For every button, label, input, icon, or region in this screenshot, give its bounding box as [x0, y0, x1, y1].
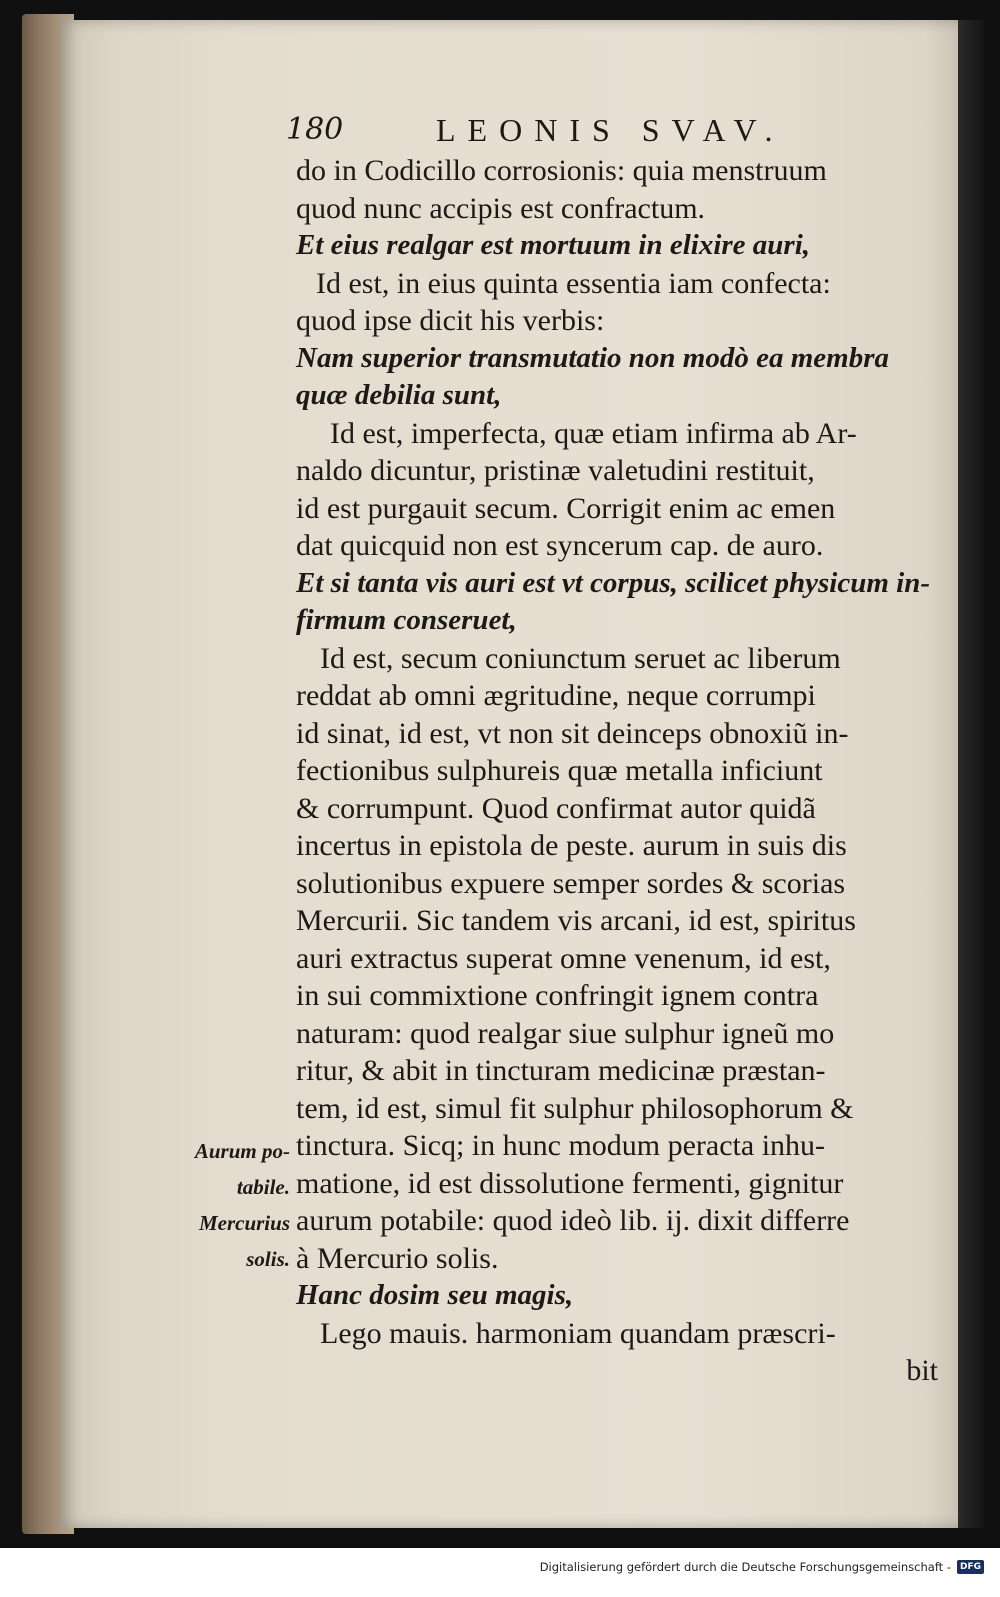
text-line: Lego mauis. harmoniam quandam præscri-	[320, 1316, 836, 1350]
text-line: Id est, in eius quinta essentia iam confecta:	[316, 266, 831, 300]
text-line: id sinat, id est, vt non sit deinceps obnoxiũ in-	[296, 716, 849, 750]
text-line: naldo dicuntur, pristinæ valetudini restituit,	[296, 454, 815, 487]
quoted-line: firmum conseruet,	[296, 604, 517, 636]
margin-note-mercurius-solis	[140, 1205, 290, 1277]
text-line: quod nunc accipis est confractum.	[296, 191, 706, 225]
page-number: 180	[286, 112, 344, 147]
quoted-line: quæ debilia sunt,	[296, 379, 502, 411]
margin-note-line: Mercurius	[198, 1211, 290, 1235]
text-line: incertus in epistola de peste. aurum in suis dis	[296, 829, 847, 862]
text-line: quod ipse dicit his verbis:	[296, 304, 605, 337]
text-line: Id est, secum coniunctum seruet ac liberum	[320, 641, 841, 675]
text-line: id est purgauit secum. Corrigit enim ac emen	[296, 491, 836, 525]
text-line: Mercurii. Sic tandem vis arcani, id est, spiritus	[296, 904, 856, 937]
text-line: auri extractus superat omne venenum, id est,	[296, 941, 831, 975]
margin-note-line: solis.	[246, 1247, 290, 1271]
running-head: LEONIS SVAV.	[436, 112, 785, 148]
text-line: à Mercurio solis.	[296, 1241, 499, 1275]
quoted-line: Hanc dosim seu magis,	[296, 1279, 574, 1311]
margin-note-line: Aurum po-	[194, 1139, 290, 1163]
text-line: solutionibus expuere semper sordes & scorias	[296, 866, 846, 900]
text-line: matione, id est dissolutione fermenti, gignitur	[296, 1166, 844, 1200]
page-edge-shadow	[958, 20, 984, 1528]
quoted-line: Et si tanta vis auri est vt corpus, scilicet physicum in-	[296, 566, 931, 599]
text-line: naturam: quod realgar siue sulphur igneũ mo	[296, 1016, 835, 1050]
catchword: bit	[906, 1354, 938, 1387]
text-line: do in Codicillo corrosionis: quia menstruum	[296, 154, 827, 187]
quoted-line: Et eius realgar est mortuum in elixire auri,	[296, 229, 811, 261]
funding-credit: Digitalisierung gefördert durch die Deutsche Forschungsgemeinschaft -	[539, 1560, 951, 1574]
quoted-line: Nam superior transmutatio non modò ea membra	[296, 341, 889, 374]
text-line: reddat ab omni ægritudine, neque corrumpi	[296, 679, 816, 712]
text-line: ritur, & abit in tincturam medicinæ præstan-	[296, 1054, 826, 1087]
text-block	[296, 152, 946, 1390]
margin-note-line: tabile.	[236, 1175, 290, 1199]
page-header	[286, 112, 966, 154]
dfg-logo-icon: DFG	[957, 1560, 984, 1574]
text-line: tinctura. Sicq; in hunc modum peracta inhu-	[296, 1129, 826, 1162]
text-line: dat quicquid non est syncerum cap. de auro.	[296, 529, 824, 562]
margin-note-aurum-potabile	[140, 1133, 290, 1205]
text-line: in sui commixtione confringit ignem contra	[296, 979, 819, 1012]
text-line: tem, id est, simul fit sulphur philosophorum &	[296, 1091, 854, 1125]
text-line: fectionibus sulphureis quæ metalla inficiunt	[296, 754, 823, 787]
text-line: aurum potabile: quod ideò lib. ij. dixit differre	[296, 1204, 850, 1237]
digitization-footer	[0, 1552, 1000, 1582]
text-line: & corrumpunt. Quod confirmat autor quidã	[296, 791, 816, 825]
text-line: Id est, imperfecta, quæ etiam infirma ab Ar-	[330, 416, 857, 450]
